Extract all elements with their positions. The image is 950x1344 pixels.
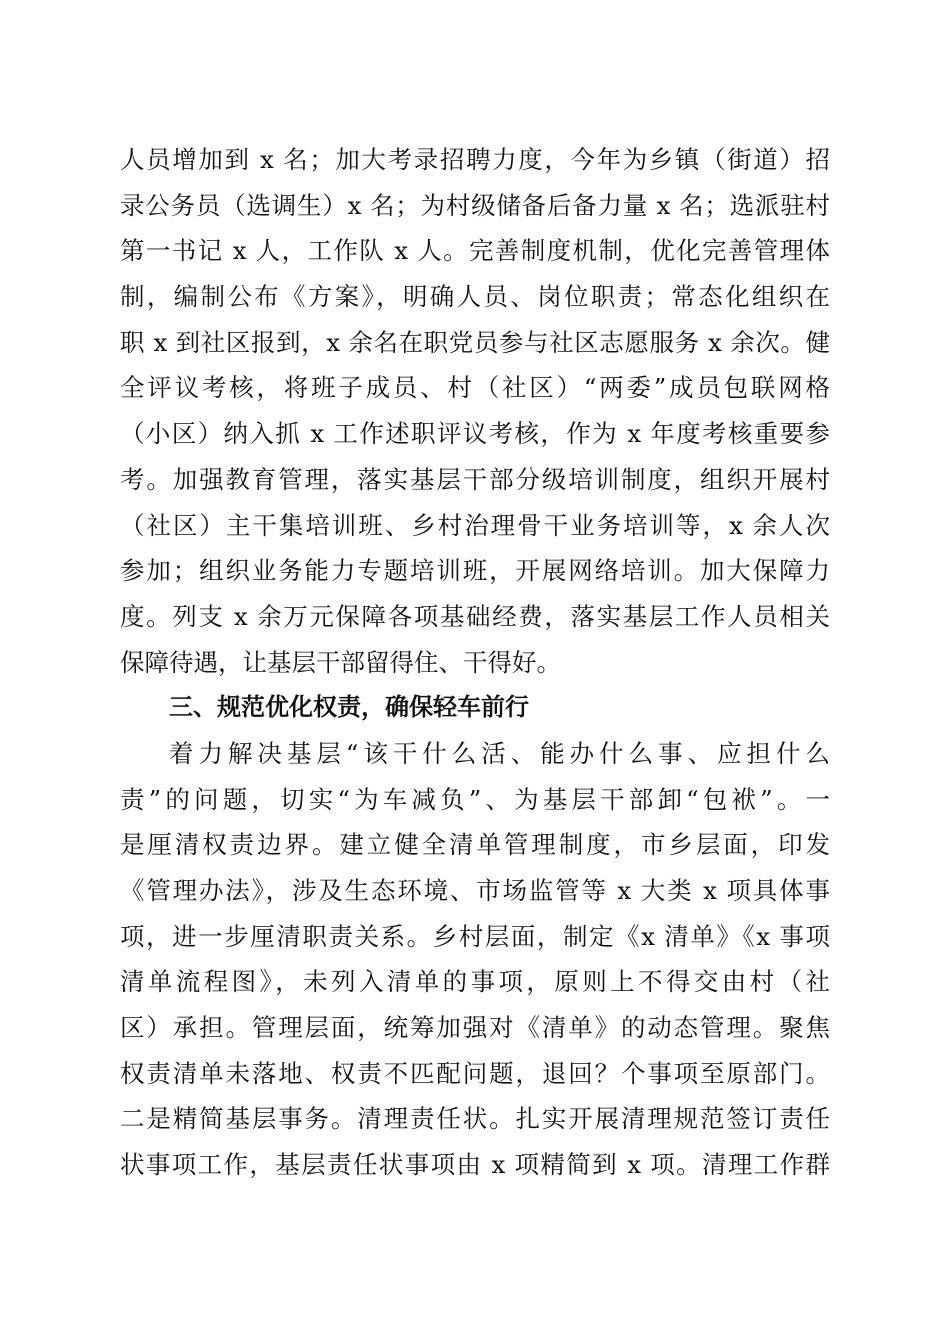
body-line: 权责清单未落地、权责不匹配问题，退回？个事项至原部门。 (120, 1058, 830, 1088)
body-line: 第一书记 x 人，工作队 x 人。完善制度机制，优化完善管理体 (120, 236, 830, 266)
section-heading: 三、规范优化权责，确保轻车前行 (169, 693, 529, 722)
body-line: 二是精简基层事务。清理责任状。扎实开展清理规范签订责任 (120, 1104, 830, 1134)
body-line: 考。加强教育管理，落实基层干部分级培训制度，组织开展村 (120, 464, 830, 494)
body-line: 人员增加到 x 名；加大考录招聘力度，今年为乡镇（街道）招 (120, 145, 830, 174)
body-line: 责”的问题，切实“为车减负”、为基层干部卸“包袱”。一 (120, 784, 830, 814)
body-line: 清单流程图》，未列入清单的事项，原则上不得交由村（社 (120, 967, 830, 997)
body-line: （社区）主干集培训班、乡村治理骨干业务培训等，x 余人次 (120, 510, 830, 540)
body-line: 《管理办法》，涉及生态环境、市场监管等 x 大类 x 项具体事 (120, 876, 830, 905)
body-line: 是厘清权责边界。建立健全清单管理制度，市乡层面，印发 (120, 830, 830, 860)
body-line: 项，进一步厘清职责关系。乡村层面，制定《x 清单》《x 事项 (120, 921, 830, 951)
document-body (120, 137, 830, 1188)
body-line: 度。列支 x 余万元保障各项基础经费，落实基层工作人员相关 (120, 601, 830, 631)
body-line: 制，编制公布《方案》，明确人员、岗位职责；常态化组织在 (120, 282, 830, 312)
body-line: 保障待遇，让基层干部留得住、干得好。 (120, 647, 561, 677)
body-line: 全评议考核，将班子成员、村（社区）“两委”成员包联网格 (120, 373, 830, 403)
body-line: 区）承担。管理层面，统筹加强对《清单》的动态管理。聚焦 (120, 1013, 830, 1043)
body-line: 职 x 到社区报到，x 余名在职党员参与社区志愿服务 x 余次。健 (120, 327, 830, 357)
body-line: 参加；组织业务能力专题培训班，开展网络培训。加大保障力 (120, 556, 830, 586)
body-line: （小区）纳入抓 x 工作述职评议考核，作为 x 年度考核重要参 (120, 419, 830, 449)
body-line: 录公务员（选调生）x 名；为村级储备后备力量 x 名；选派驻村 (120, 190, 830, 220)
body-line: 着力解决基层“该干什么活、能办什么事、应担什么 (169, 738, 830, 768)
body-line: 状事项工作，基层责任状事项由 x 项精简到 x 项。清理工作群 (120, 1150, 830, 1180)
